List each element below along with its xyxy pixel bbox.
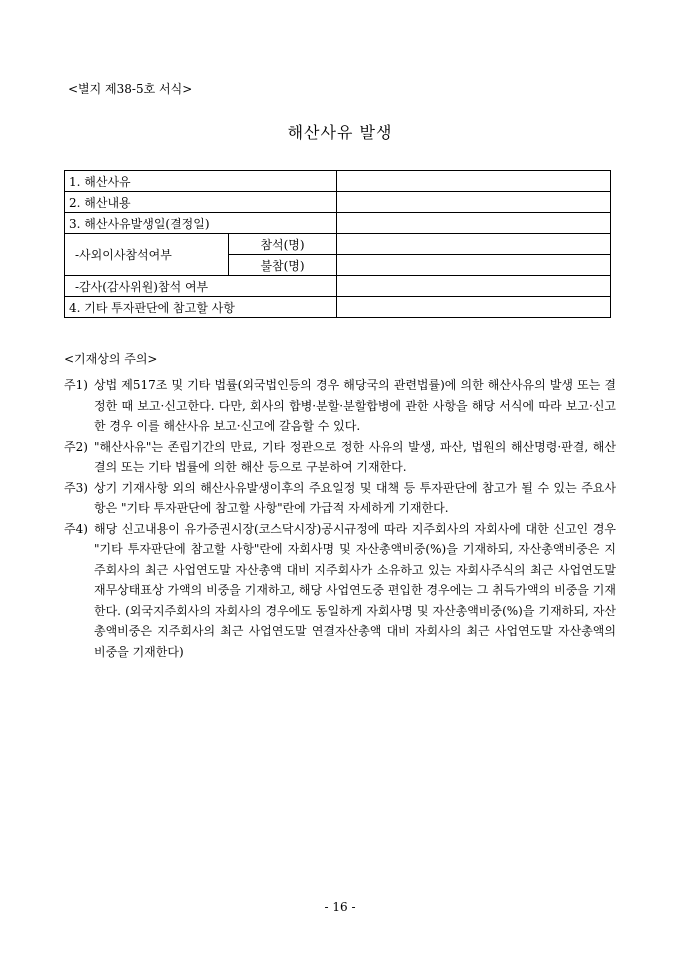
notes-heading: <기재상의 주의> bbox=[64, 352, 158, 366]
disclosure-form-table bbox=[64, 170, 611, 318]
note-label: 주2) bbox=[64, 439, 88, 454]
note-text: "해산사유"는 존립기간의 만료, 기타 정관으로 정한 사유의 발생, 파산, 법원의 해산명령·판결, 해산결의 또는 기타 법률에 의한 해산 등으로 구분하여 기재한다. bbox=[94, 439, 616, 474]
form-reference: <별지 제38-5호 서식> bbox=[68, 82, 193, 96]
table-row bbox=[65, 171, 611, 192]
row-label-dissolution-content: 2. 해산내용 bbox=[65, 192, 337, 213]
note-label: 주3) bbox=[64, 480, 88, 495]
row-label-dissolution-reason: 1. 해산사유 bbox=[65, 171, 337, 192]
note-item bbox=[64, 519, 616, 663]
value-cell-attended[interactable] bbox=[337, 234, 611, 255]
page-number: - 16 - bbox=[324, 900, 356, 914]
notes-section bbox=[64, 350, 616, 662]
note-item bbox=[64, 375, 616, 437]
sub-label-attended: 참석(명) bbox=[229, 234, 337, 255]
note-label: 주1) bbox=[64, 378, 88, 392]
sub-label-absent: 불참(명) bbox=[229, 255, 337, 276]
note-label: 주4) bbox=[64, 521, 88, 536]
value-cell-absent[interactable] bbox=[337, 255, 611, 276]
row-label-auditor-attendance: -감사(감사위원)참석 여부 bbox=[65, 276, 337, 297]
row-label-other-matters: 4. 기타 투자판단에 참고할 사항 bbox=[65, 297, 337, 318]
note-item bbox=[64, 437, 616, 478]
note-text: 상법 제517조 및 기타 법률(외국법인등의 경우 해당국의 관련법률)에 의한 해산사유의 발생 또는 결정한 때 보고·신고한다. 다만, 회사의 합병·분할·분할합병에 관한 사항을 해당 서식에 따라 보고·신고한 경우 이를 해산사유 보고·신고에 갈음할 수 있다. bbox=[94, 378, 616, 433]
note-item bbox=[64, 478, 616, 519]
value-cell-dissolution-reason[interactable] bbox=[337, 171, 611, 192]
row-label-dissolution-date: 3. 해산사유발생일(결정일) bbox=[65, 213, 337, 234]
note-text: 상기 기재사항 외의 해산사유발생이후의 주요일정 및 대책 등 투자판단에 참고가 될 수 있는 주요사항은 "기타 투자판단에 참고할 사항"란에 가급적 자세하게 기재한다. bbox=[94, 480, 616, 515]
page-title: 해산사유 발생 bbox=[287, 123, 393, 142]
value-cell-dissolution-date[interactable] bbox=[337, 213, 611, 234]
value-cell-other-matters[interactable] bbox=[337, 297, 611, 318]
table-row bbox=[65, 213, 611, 234]
table-row bbox=[65, 234, 611, 255]
note-text: 해당 신고내용이 유가증권시장(코스닥시장)공시규정에 따라 지주회사의 자회사에 대한 신고인 경우 "기타 투자판단에 참고할 사항"란에 자회사명 및 자산총액비중(%)을 기재하되, 자산총액비중은 지주회사의 최근 사업연도말 자산총액 대비 지주회사가 소유하고 있는 자회사주식의 최근 사업연도말 재무상태표상 가액의 비중을 기재하고, 해당 사업연도중 편입한 경우에는 그 취득가액의 비중을 기재한다. (외국지주회사의 자회사의 경우에도 동일하게 자회사명 및 자산총액비중(%)을 기재하되, 자산총액비중은 지주회사의 최근 사업연도말 연결자산총액 대비 자회사의 최근 사업연도말 자산총액의 비중을 기재한다) bbox=[94, 521, 616, 659]
value-cell-dissolution-content[interactable] bbox=[337, 192, 611, 213]
table-row bbox=[65, 192, 611, 213]
value-cell-auditor-attendance[interactable] bbox=[337, 276, 611, 297]
table-row bbox=[65, 297, 611, 318]
table-row bbox=[65, 276, 611, 297]
row-label-outside-director-attendance: -사외이사참석여부 bbox=[65, 234, 229, 276]
